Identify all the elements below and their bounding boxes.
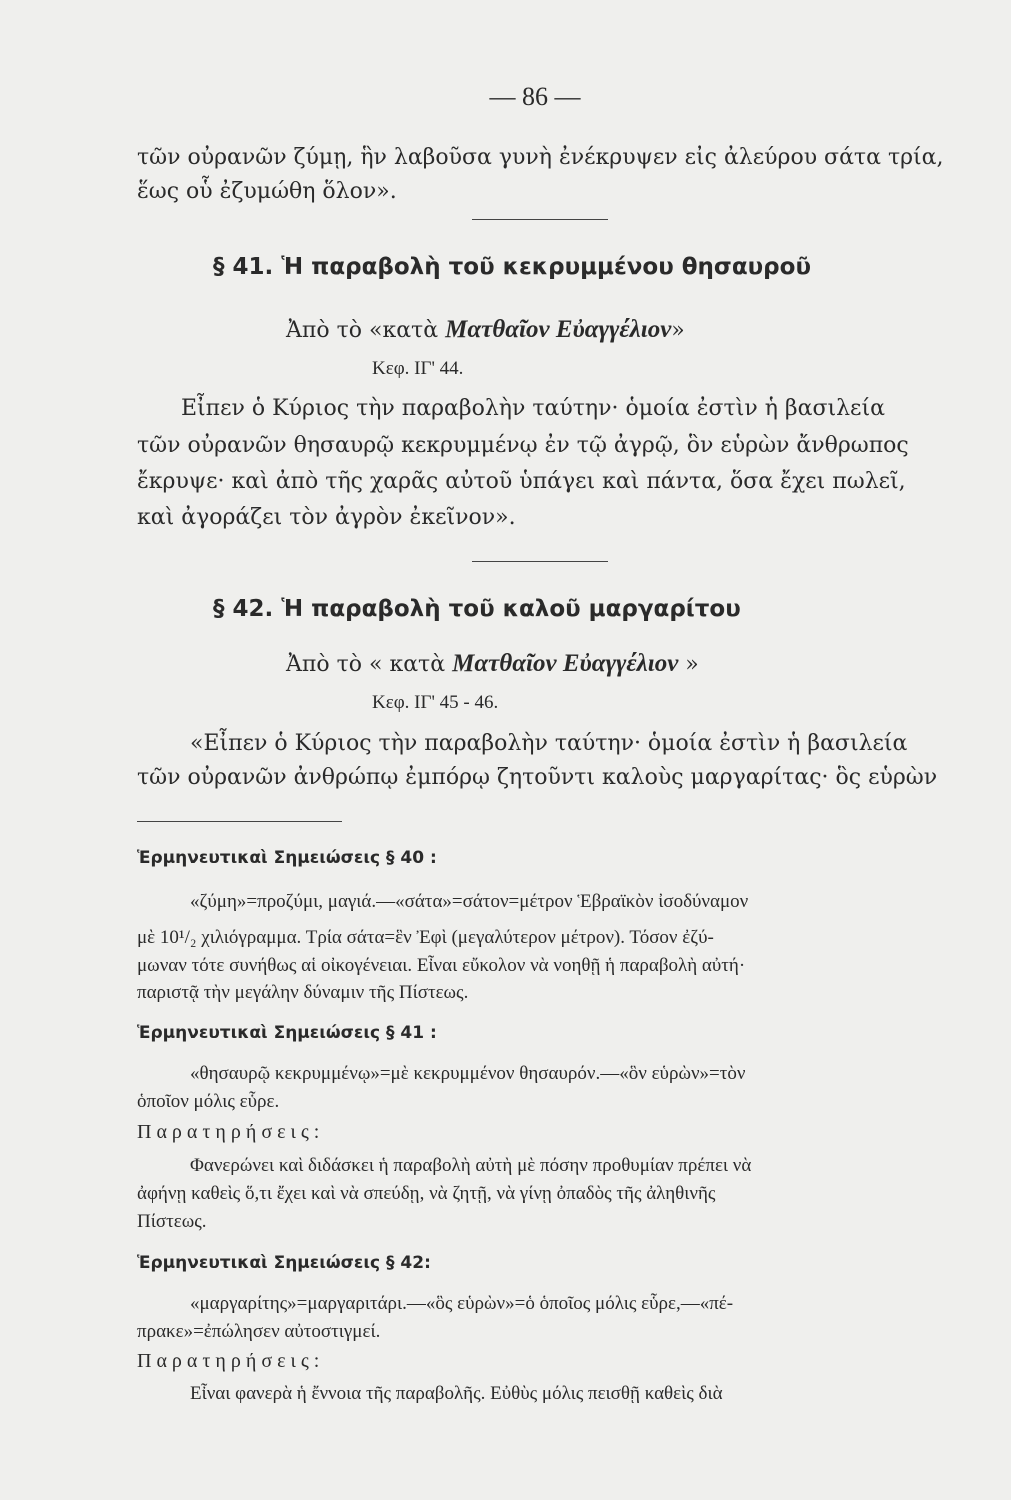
notes-41-observations-label: Παρατηρήσεις:	[137, 1121, 325, 1143]
source-prefix: Ἀπὸ τὸ «κατὰ	[286, 318, 439, 343]
notes-41-line-1: «θησαυρῷ κεκρυμμένῳ»=μὲ κεκρυμμένον θησαυρόν.—«ὃν εὑρὼν»=τὸν	[190, 1063, 746, 1084]
notes-40-line-4: παριστᾷ τὴν μεγάλην δύναμιν τῆς Πίστεως.	[137, 982, 469, 1003]
source-title: Ματθαῖον Εὐαγγέλιον	[452, 650, 679, 677]
source-suffix: »	[685, 652, 699, 677]
notes-41-line-2: ὁποῖον μόλις εὗρε.	[137, 1091, 280, 1112]
notes-42-obs-line-1: Εἶναι φανερὰ ἡ ἔννοια τῆς παραβολῆς. Εὐθὺς μόλις πεισθῇ καθεὶς διὰ	[190, 1383, 723, 1404]
section-42-line-2: τῶν οὐρανῶν ἀνθρώπῳ ἐμπόρῳ ζητοῦντι καλοὺς μαργαρίτας· ὃς εὑρὼν	[137, 765, 938, 790]
separator-rule	[472, 219, 608, 220]
notes-42-heading: Ἑρμηνευτικαὶ Σημειώσεις § 42:	[137, 1253, 431, 1273]
source-prefix: Ἀπὸ τὸ « κατὰ	[286, 652, 446, 677]
notes-40-line-2: μὲ 10¹/₂ χιλιόγραμμα. Τρία σάτα=ἓν Ἐφὶ (μεγαλύτερον μέτρον). Τόσον ἐζύ-	[137, 927, 714, 948]
notes-42-line-2: πρακε»=ἐπώλησεν αὐτοστιγμεί.	[137, 1321, 381, 1342]
section-42-chapter: Κεφ. ΙΓ' 45 - 46.	[372, 692, 499, 713]
notes-41-heading: Ἑρμηνευτικαὶ Σημειώσεις § 41 :	[137, 1023, 437, 1043]
section-41-line-1: Εἶπεν ὁ Κύριος τὴν παραβολὴν ταύτην· ὁμοία ἐστὶν ἡ βασιλεία	[181, 396, 885, 421]
section-42-heading: § 42. Ἡ παραβολὴ τοῦ καλοῦ μαργαρίτου	[213, 596, 741, 622]
section-41-line-4: καὶ ἀγοράζει τὸν ἀγρὸν ἐκεῖνον».	[137, 505, 516, 530]
page-number: — 86 —	[489, 82, 581, 111]
notes-40-line-3: μωναν τότε συνήθως αἱ οἰκογένειαι. Εἶναι εὔκολον νὰ νοηθῇ ἡ παραβολὴ αὐτή·	[137, 955, 746, 976]
notes-41-obs-line-3: Πίστεως.	[137, 1211, 207, 1232]
section-42-source	[286, 650, 699, 678]
notes-42-line-1: «μαργαρίτης»=μαργαριτάρι.—«ὃς εὑρὼν»=ὁ ὁποῖος μόλις εὗρε,—«πέ-	[190, 1293, 734, 1314]
source-suffix: »	[671, 318, 685, 343]
section-42-line-1: «Εἶπεν ὁ Κύριος τὴν παραβολὴν ταύτην· ὁμοία ἐστὶν ἡ βασιλεία	[190, 731, 908, 756]
notes-40-line-1: «ζύμη»=προζύμι, μαγιά.—«σάτα»=σάτον=μέτρον Ἑβραϊκὸν ἰσοδύναμον	[190, 891, 749, 912]
intro-line-1: τῶν οὐρανῶν ζύμῃ, ἣν λαβοῦσα γυνὴ ἐνέκρυψεν εἰς ἀλεύρου σάτα τρία,	[137, 145, 944, 170]
notes-41-obs-line-1: Φανερώνει καὶ διδάσκει ἡ παραβολὴ αὐτὴ μὲ πόσην προθυμίαν πρέπει νὰ	[190, 1155, 752, 1176]
intro-line-2: ἕως οὗ ἐζυμώθη ὅλον».	[137, 179, 397, 204]
notes-41-obs-line-2: ἀφήνῃ καθεὶς ὅ,τι ἔχει καὶ νὰ σπεύδῃ, νὰ ζητῇ, νὰ γίνῃ ὀπαδὸς τῆς ἀληθινῆς	[137, 1183, 716, 1204]
notes-42-observations-label: Παρατηρήσεις:	[137, 1350, 325, 1372]
section-41-line-2: τῶν οὐρανῶν θησαυρῷ κεκρυμμένῳ ἐν τῷ ἀγρῷ, ὃν εὑρὼν ἄνθρωπος	[137, 433, 909, 458]
notes-40-heading: Ἑρμηνευτικαὶ Σημειώσεις § 40 :	[137, 848, 437, 868]
footnote-rule	[137, 821, 342, 822]
section-41-source	[286, 316, 685, 344]
source-title: Ματθαῖον Εὐαγγέλιον	[445, 316, 672, 343]
section-41-chapter: Κεφ. ΙΓ' 44.	[372, 358, 464, 379]
separator-rule	[472, 561, 608, 562]
section-41-heading: § 41. Ἡ παραβολὴ τοῦ κεκρυμμένου θησαυροῦ	[213, 254, 811, 280]
section-41-line-3: ἔκρυψε· καὶ ἀπὸ τῆς χαρᾶς αὐτοῦ ὑπάγει καὶ πάντα, ὅσα ἔχει πωλεῖ,	[137, 469, 906, 494]
